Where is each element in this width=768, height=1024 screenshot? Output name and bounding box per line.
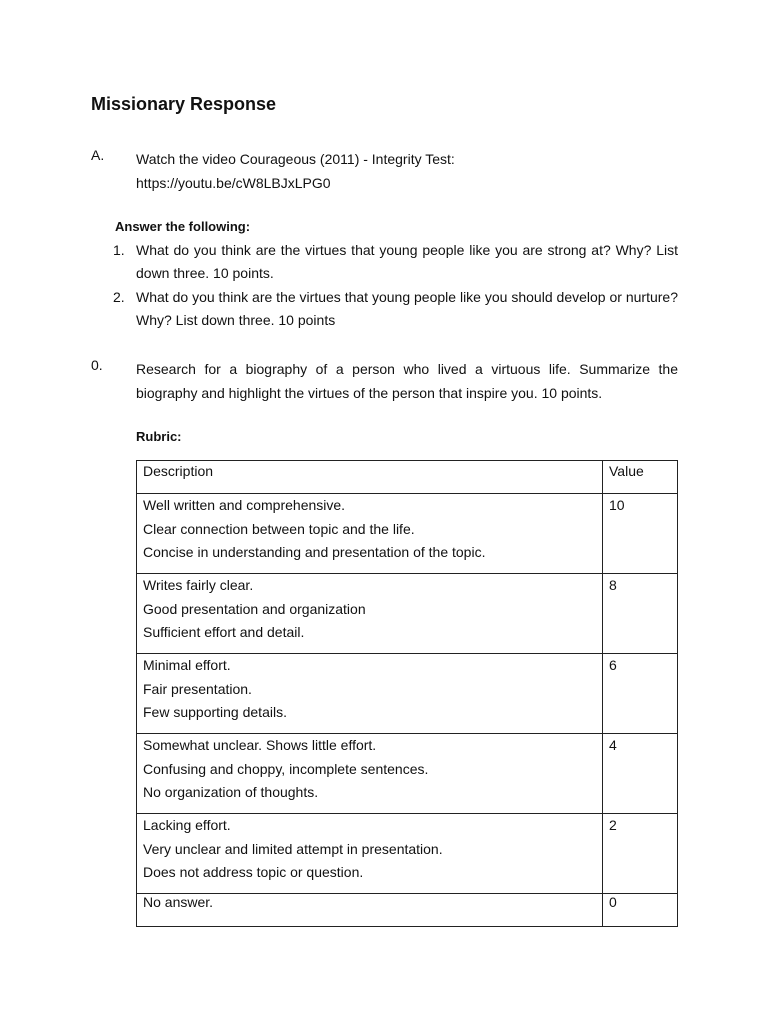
rubric-row [137, 654, 678, 734]
criterion-line: Concise in understanding and presentation of the topic. [143, 544, 486, 560]
criterion-line: Does not address topic or question. [143, 864, 364, 880]
rubric-row [137, 574, 678, 654]
question-number: 1. [113, 242, 125, 258]
criterion-line: Confusing and choppy, incomplete sentences. [143, 760, 429, 777]
rubric-heading: Rubric: [136, 429, 182, 444]
rubric-value-cell: 2 [603, 814, 678, 894]
rubric-header-value: Value [603, 461, 678, 494]
rubric-row [137, 814, 678, 894]
answer-block [115, 219, 678, 333]
section-0-marker: 0. [91, 357, 103, 373]
rubric-description-cell [137, 574, 603, 654]
section-0 [91, 357, 678, 405]
section-a [91, 147, 678, 195]
rubric-value-cell: 0 [603, 894, 678, 927]
answer-heading: Answer the following: [115, 219, 251, 234]
rubric-description-cell: No answer. [137, 894, 603, 927]
rubric-value-cell: 8 [603, 574, 678, 654]
rubric-row [137, 494, 678, 574]
rubric-table [136, 460, 678, 927]
page-title: Missionary Response [91, 94, 277, 114]
question-number: 2. [113, 289, 125, 305]
question-list [115, 239, 678, 332]
rubric-row [137, 734, 678, 814]
rubric-description-cell [137, 654, 603, 734]
rubric-description-cell [137, 814, 603, 894]
section-a-marker: A. [91, 147, 105, 163]
criterion-line: No organization of thoughts. [143, 784, 319, 800]
rubric-description-cell [137, 494, 603, 574]
criterion-line: Minimal effort. [143, 657, 231, 673]
criterion-line: Somewhat unclear. Shows little effort. [143, 737, 377, 753]
criterion-line: Well written and comprehensive. [143, 497, 346, 513]
criterion-line: Lacking effort. [143, 817, 231, 833]
criterion-line: Fair presentation. [143, 680, 252, 697]
criterion-line: Good presentation and organization [143, 600, 366, 617]
rubric-row [137, 894, 678, 927]
criterion-line: Very unclear and limited attempt in presentation. [143, 840, 443, 857]
section-0-text: Research for a biography of a person who lived a virtuous life. Summarize the biography and highlight the virtues of the person that inspire you. 10 points. [136, 361, 678, 401]
rubric-header-description: Description [137, 461, 603, 494]
section-a-instruction: Watch the video Courageous (2011) - Integrity Test: [136, 151, 455, 167]
criterion-line: Writes fairly clear. [143, 577, 254, 593]
rubric-header-row [137, 461, 678, 494]
criterion-line: Sufficient effort and detail. [143, 624, 305, 640]
video-link[interactable]: https://youtu.be/cW8LBJxLPG0 [136, 175, 331, 191]
question-item [115, 286, 678, 332]
rubric-value-cell: 10 [603, 494, 678, 574]
question-text: What do you think are the virtues that young people like you are strong at? Why? List down three. 10 points. [136, 242, 678, 281]
rubric-value-cell: 4 [603, 734, 678, 814]
rubric-value-cell: 6 [603, 654, 678, 734]
criterion-line: Few supporting details. [143, 704, 287, 720]
question-text: What do you think are the virtues that young people like you should develop or nurture? Why? List down three. 10 points [136, 289, 678, 328]
criterion-line: Clear connection between topic and the life. [143, 520, 415, 537]
question-item [115, 239, 678, 285]
rubric-description-cell [137, 734, 603, 814]
